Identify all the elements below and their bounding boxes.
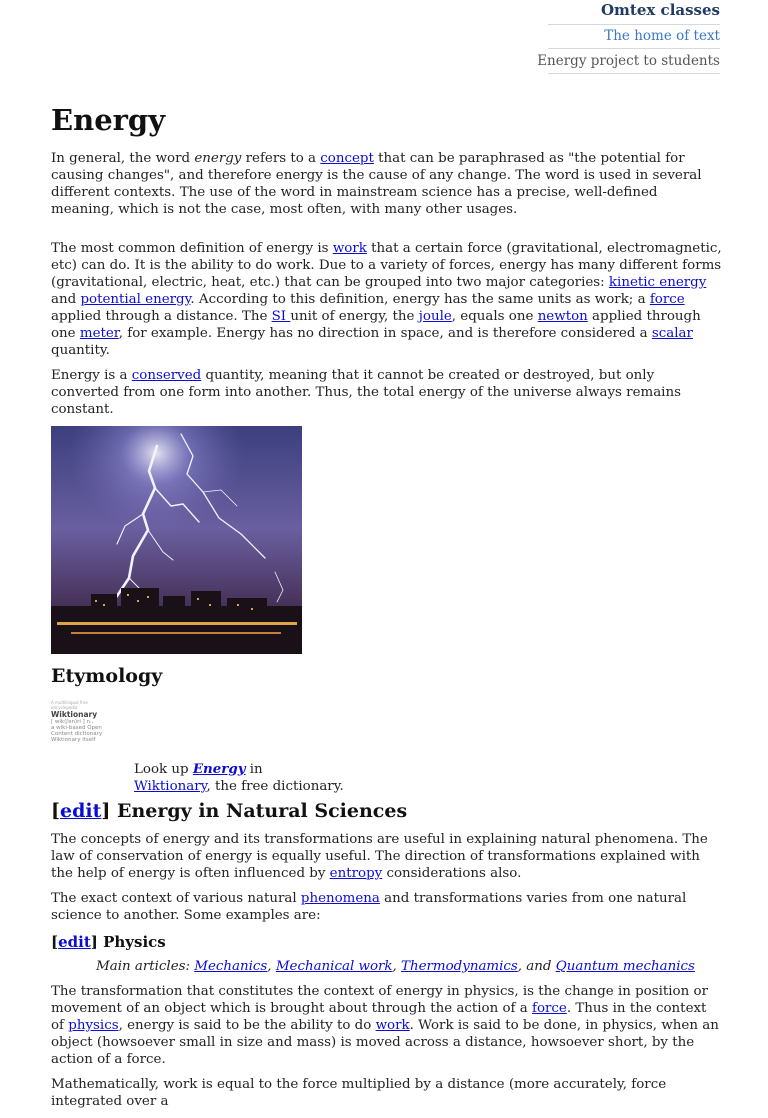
link-conserved[interactable]: conserved — [131, 368, 202, 383]
link-thermodynamics[interactable]: Thermodynamics — [401, 959, 518, 974]
article-content — [51, 100, 723, 1118]
site-tagline[interactable]: The home of text — [604, 28, 720, 44]
wiktionary-logo[interactable]: A multilingual free encyclopedia Wiktionary [ wik(ʃən)ri ] n., a wiki-based Open Content dictionary Wiktionary itself — [51, 700, 103, 743]
header-divider — [548, 24, 720, 25]
natural-sciences-paragraph-2: The exact context of various natural phenomena and transformations varies from one natural science to another. Some examples are: — [51, 891, 687, 923]
physics-paragraph-1: The transformation that constitutes the context of energy in physics, is the change in position or movement of an object which is brought about through the action of a force. Thus in the context of physics, energy is said to be the ability to do work. Work is said to be done, in physics, when an object (howsoever small in size and mass) is moved across a distance, howsoever short, by the action of a force. — [51, 984, 719, 1067]
link-concept[interactable]: concept — [320, 151, 374, 166]
link-newton[interactable]: newton — [537, 309, 588, 324]
natural-sciences-heading: [edit] Energy in Natural Sciences — [51, 800, 408, 822]
link-energy-wiktionary[interactable]: Energy — [192, 761, 246, 777]
intro-paragraph: In general, the word energy refers to a concept that can be paraphrased as "the potential for causing changes", and therefore energy is the cause of any change. The word is used in several different contexts. The use of the word in mainstream science has a precise, well-defined meaning, which is not the case, most often, with many other usages. — [51, 151, 702, 217]
header-divider — [548, 73, 720, 74]
link-work-physics[interactable]: work — [375, 1018, 410, 1033]
link-potential-energy[interactable]: potential energy — [80, 292, 191, 307]
link-kinetic-energy[interactable]: kinetic energy — [608, 275, 707, 290]
link-quantum-mechanics[interactable]: Quantum mechanics — [555, 959, 695, 974]
link-scalar[interactable]: scalar — [651, 326, 693, 341]
link-work[interactable]: work — [332, 241, 367, 256]
lightning-photo — [51, 426, 302, 654]
link-si[interactable]: SI — [271, 309, 291, 324]
edit-link[interactable]: edit — [60, 800, 102, 822]
article-title: Energy — [51, 103, 166, 137]
link-phenomena[interactable]: phenomena — [300, 891, 380, 906]
wiktionary-box — [51, 696, 723, 811]
site-title[interactable]: Omtex classes — [600, 1, 720, 19]
link-meter[interactable]: meter — [79, 326, 119, 341]
conserved-paragraph: Energy is a conserved quantity, meaning that it cannot be created or destroyed, but only converted from one form into another. Thus, the total energy of the universe always remains constant. — [51, 368, 681, 417]
header-divider — [548, 48, 720, 49]
page-subtitle: Energy project to students — [537, 53, 720, 69]
physics-heading: [edit] Physics — [51, 933, 166, 951]
main-articles: Main articles: Mechanics, Mechanical work, Thermodynamics, and Quantum mechanics — [96, 959, 695, 974]
link-joule[interactable]: joule — [418, 309, 452, 324]
physics-paragraph-2: Mathematically, work is equal to the force multiplied by a distance (more accurately, force integrated over a — [51, 1077, 667, 1109]
link-entropy[interactable]: entropy — [329, 866, 383, 881]
etymology-heading: Etymology — [51, 665, 163, 687]
link-mechanics[interactable]: Mechanics — [194, 959, 268, 974]
link-mechanical-work[interactable]: Mechanical work — [275, 959, 393, 974]
wiktionary-text: Look up Energy in Wiktionary, the free dictionary. — [134, 761, 344, 794]
natural-sciences-paragraph-1: The concepts of energy and its transformations are useful in explaining natural phenomena. The law of conservation of energy is equally useful. The direction of transformations explained with the help of energy is often influenced by entropy considerations also. — [51, 832, 708, 881]
link-wiktionary[interactable]: Wiktionary — [134, 779, 207, 794]
link-force[interactable]: force — [649, 292, 685, 307]
definition-paragraph: The most common definition of energy is work that a certain force (gravitational, electromagnetic, etc) can do. It is the ability to do work. Due to a variety of forces, energy has many different forms (gravitational, electric, heat, etc.) that can be grouped into two major categories: kinetic energy and potential energy. According to this definition, energy has the same units as work; a force applied through a distance. The SI unit of energy, the joule, equals one newton applied through one meter, for example. Energy has no direction in space, and is therefore considered a scalar quantity. — [51, 241, 722, 358]
link-physics[interactable]: physics — [68, 1018, 119, 1033]
link-force-physics[interactable]: force — [531, 1001, 567, 1016]
edit-link[interactable]: edit — [58, 933, 91, 951]
